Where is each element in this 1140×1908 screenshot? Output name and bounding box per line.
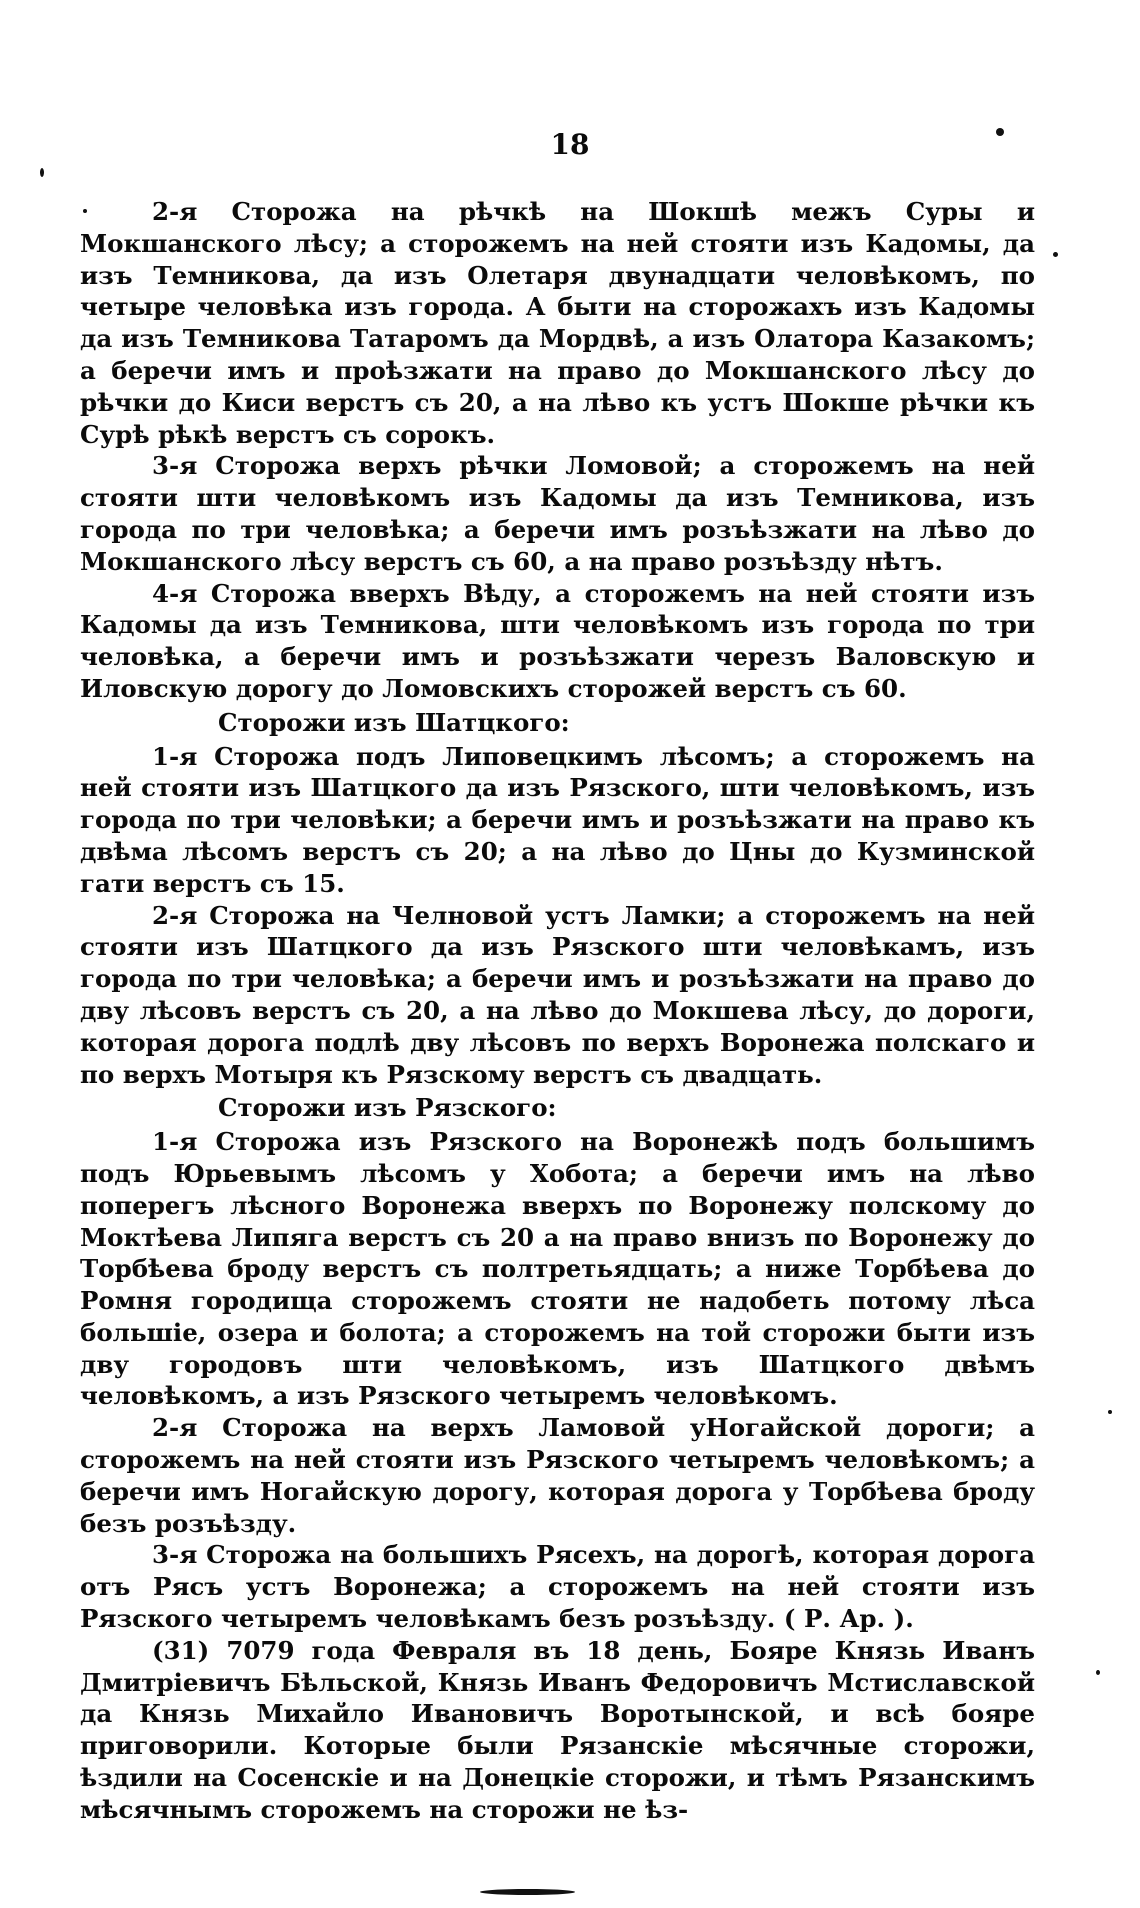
page-text [80,196,1035,1826]
scan-speck [83,209,87,213]
paragraph-3-storozha: 3-я Сторожа верхъ рѣчки Ломовой; а сторожемъ на ней стояти шти человѣкомъ изъ Кадомы да изъ Темникова, изъ города по три человѣка; а беречи имъ розъѣзжати на лѣво до Мокшанского лѣсу верстъ съ 60, а на право розъѣзду нѣтъ. [80,451,1035,576]
scan-speck [1053,252,1058,257]
scan-speck [1096,1670,1100,1675]
heading-ryazsk: Сторожи изъ Рязского: [218,1093,557,1123]
heading-shatsk: Сторожи изъ Шатцкого: [218,707,570,737]
paragraph-ryazsk-1: 1-я Сторожа изъ Рязского на Воронежѣ подъ большимъ подъ Юрьевымъ лѣсомъ у Хобота; а беречи имъ на лѣво поперегъ лѣсного Воронежа вверхъ по Воронежу полскому до Моктѣева Липяга верстъ съ 20 а на право внизъ по Воронежу до Торбѣева броду верстъ съ полтретьядцать; а ниже Торбѣева до Ромня городища сторожемъ стояти не надобеть потому лѣса большіе, озера и болота; а сторожемъ на той сторожи быти изъ дву городовъ шти человѣкомъ, изъ Шатцкого двѣмъ человѣкомъ, а изъ Рязского четыремъ человѣкомъ. [80,1127,1035,1411]
paragraph-ryazsk-2: 2-я Сторожа на верхъ Ламовой уНогайской дороги; а сторожемъ на ней стояти изъ Рязского четыремъ человѣкомъ; а беречи имъ Ногайскую дорогу, которая дорога у Торбѣева броду безъ розъѣзду. [80,1413,1035,1538]
scan-speck [996,128,1004,136]
page-number: 18 [550,128,590,161]
paragraph-shatsk-1: 1-я Сторожа подъ Липовецкимъ лѣсомъ; а сторожемъ на ней стояти изъ Шатцкого да изъ Рязского, шти человѣкомъ, изъ города по три человѣки; а беречи имъ и розъѣзжати на право къ двѣма лѣсомъ верстъ съ 20; а на лѣво до Цны до Кузминской гати верстъ съ 15. [80,741,1035,898]
paragraph-decree-31: (31) 7079 года Февраля въ 18 день, Бояре Князь Иванъ Дмитріевичъ Бѣльской, Князь Иванъ Федоровичъ Мстиславской да Князь Михайло Ивановичъ Воротынской, и всѣ бояре приговорили. Которые были Рязанскіе мѣсячные сторожи, ѣздили на Сосенскіе и на Донецкіе сторожи, и тѣмъ Рязанскимъ мѣсячнымъ сторожемъ на сторожи не ѣз- [80,1635,1035,1824]
paragraph-2-storozha: 2-я Сторожа на рѣчкѣ на Шокшѣ межъ Суры и Мокшанского лѣсу; а сторожемъ на ней стояти изъ Кадомы, да изъ Темникова, да изъ Олетаря двунадцати человѣкомъ, по четыре человѣка изъ города. А быти на сторожахъ изъ Кадомы да изъ Темникова Татаромъ да Мордвѣ, а изъ Олатора Казакомъ; а беречи имъ и проѣзжати на право до Мокшанского лѣсу до рѣчки до Киси верстъ съ 20, а на лѣво къ устъ Шокше рѣчки къ Сурѣ рѣкѣ верстъ съ сорокъ. [80,197,1035,449]
bottom-ornament [480,1889,575,1895]
paragraph-shatsk-2: 2-я Сторожа на Челновой устъ Ламки; а сторожемъ на ней стояти изъ Шатцкого да изъ Рязского шти человѣкамъ, изъ города по три человѣка; а беречи имъ и розъѣзжати на право до дву лѣсовъ верстъ съ 20, а на лѣво до Мокшева лѣсу, до дороги, которая дорога подлѣ дву лѣсовъ по верхъ Воронежа полскаго и по верхъ Мотыря къ Рязскому верстъ съ двадцать. [80,900,1035,1089]
paragraph-4-storozha: 4-я Сторожа вверхъ Вѣду, а сторожемъ на ней стояти изъ Кадомы да изъ Темникова, шти человѣкомъ изъ города по три человѣка, а беречи имъ и розъѣзжати черезъ Валовскую и Иловскую дорогу до Ломовскихъ сторожей верстъ съ 60. [80,578,1035,703]
paragraph-ryazsk-3: 3-я Сторожа на большихъ Рясехъ, на дорогѣ, которая дорога отъ Рясъ устъ Воронежа; а сторожемъ на ней стояти изъ Рязского четыремъ человѣкамъ безъ розъѣзду. ( Р. Ар. ). [80,1540,1035,1634]
scan-speck [40,168,44,177]
scan-speck [1108,1410,1112,1414]
